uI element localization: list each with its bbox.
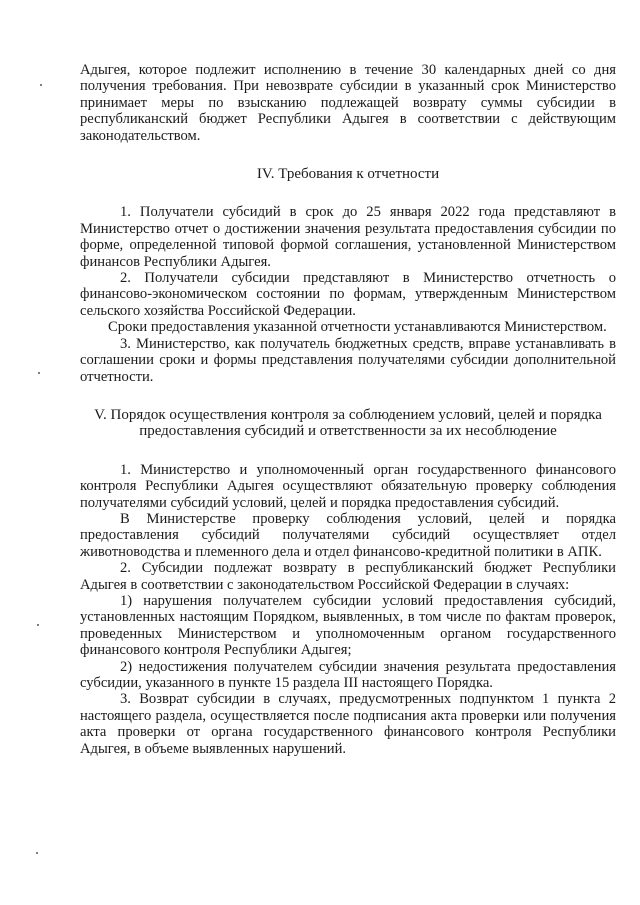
scan-speck <box>37 624 39 626</box>
scan-speck <box>36 852 38 854</box>
section-v-item-3: 3. Возврат субсидии в случаях, предусмотренных подпунктом 1 пункта 2 настоящего раздела, осуществляется после подписания акта проверки или получения акта проверки от органа государственного финансового контроля Республики Адыгея, в объеме выявленных нарушений. <box>80 691 616 757</box>
section-v-item-2-sub-1: 1) нарушения получателем субсидии условий предоставления субсидий, установленных настоящим Порядком, выявленных, в том числе по фактам проверок, проведенных Министерством и уполномоченным органом государственного финансового контроля Республики Адыгея; <box>80 592 616 659</box>
section-v-heading: V. Порядок осуществления контроля за соблюдением условий, целей и порядка предоставления субсидий и ответственности за их несоблюдение <box>94 406 602 440</box>
section-iv-item-3: 3. Министерство, как получатель бюджетных средств, вправе устанавливать в соглашении сроки и формы представления получателями субсидии дополнительной отчетности. <box>80 335 616 385</box>
section-v-item-1-control: В Министерстве проверку соблюдения условий, целей и порядка предоставления субсидий получателями субсидий осуществляет отдел животноводства и племенного дела и отдел финансово-кредитной политики в АПК. <box>80 510 616 560</box>
section-iv-item-1: 1. Получатели субсидий в срок до 25 января 2022 года представляют в Министерство отчет о достижении значения результата предоставления субсидии по форме, определенной типовой формой соглашения, установленной Министерством финансов Республики Адыгея. <box>80 204 616 270</box>
scan-speck <box>38 372 40 374</box>
section-iv-item-2: 2. Получатели субсидии представляют в Министерство отчетность о финансово-экономическом состоянии по формам, утвержденным Министерством сельского хозяйства Российской Федерации. <box>80 270 616 319</box>
intro-paragraph: Адыгея, которое подлежит исполнению в течение 30 календарных дней со дня получения требования. При невозврате субсидии в указанный срок Министерство принимает меры по взысканию подлежащей возврату суммы субсидии в республиканский бюджет Республики Адыгея в соответствии с действующим законодательством. <box>80 62 616 144</box>
section-iv-heading: IV. Требования к отчетности <box>256 166 440 183</box>
scan-speck <box>40 84 42 86</box>
section-iv-item-2-deadlines: Сроки предоставления указанной отчетности устанавливаются Министерством. <box>108 319 607 336</box>
document-page <box>80 62 616 757</box>
section-v-item-1: 1. Министерство и уполномоченный орган государственного финансового контроля Республики Адыгея осуществляют обязательную проверку соблюдения получателями субсидий условий, целей и порядка предоставления субсидий. <box>80 461 616 511</box>
section-v-item-2: 2. Субсидии подлежат возврату в республиканский бюджет Республики Адыгея в соответствии с законодательством Российской Федерации в случаях: <box>80 560 616 593</box>
section-v-item-2-sub-2: 2) недостижения получателем субсидии значения результата предоставления субсидии, указанного в пункте 15 раздела III настоящего Порядка. <box>80 658 616 691</box>
